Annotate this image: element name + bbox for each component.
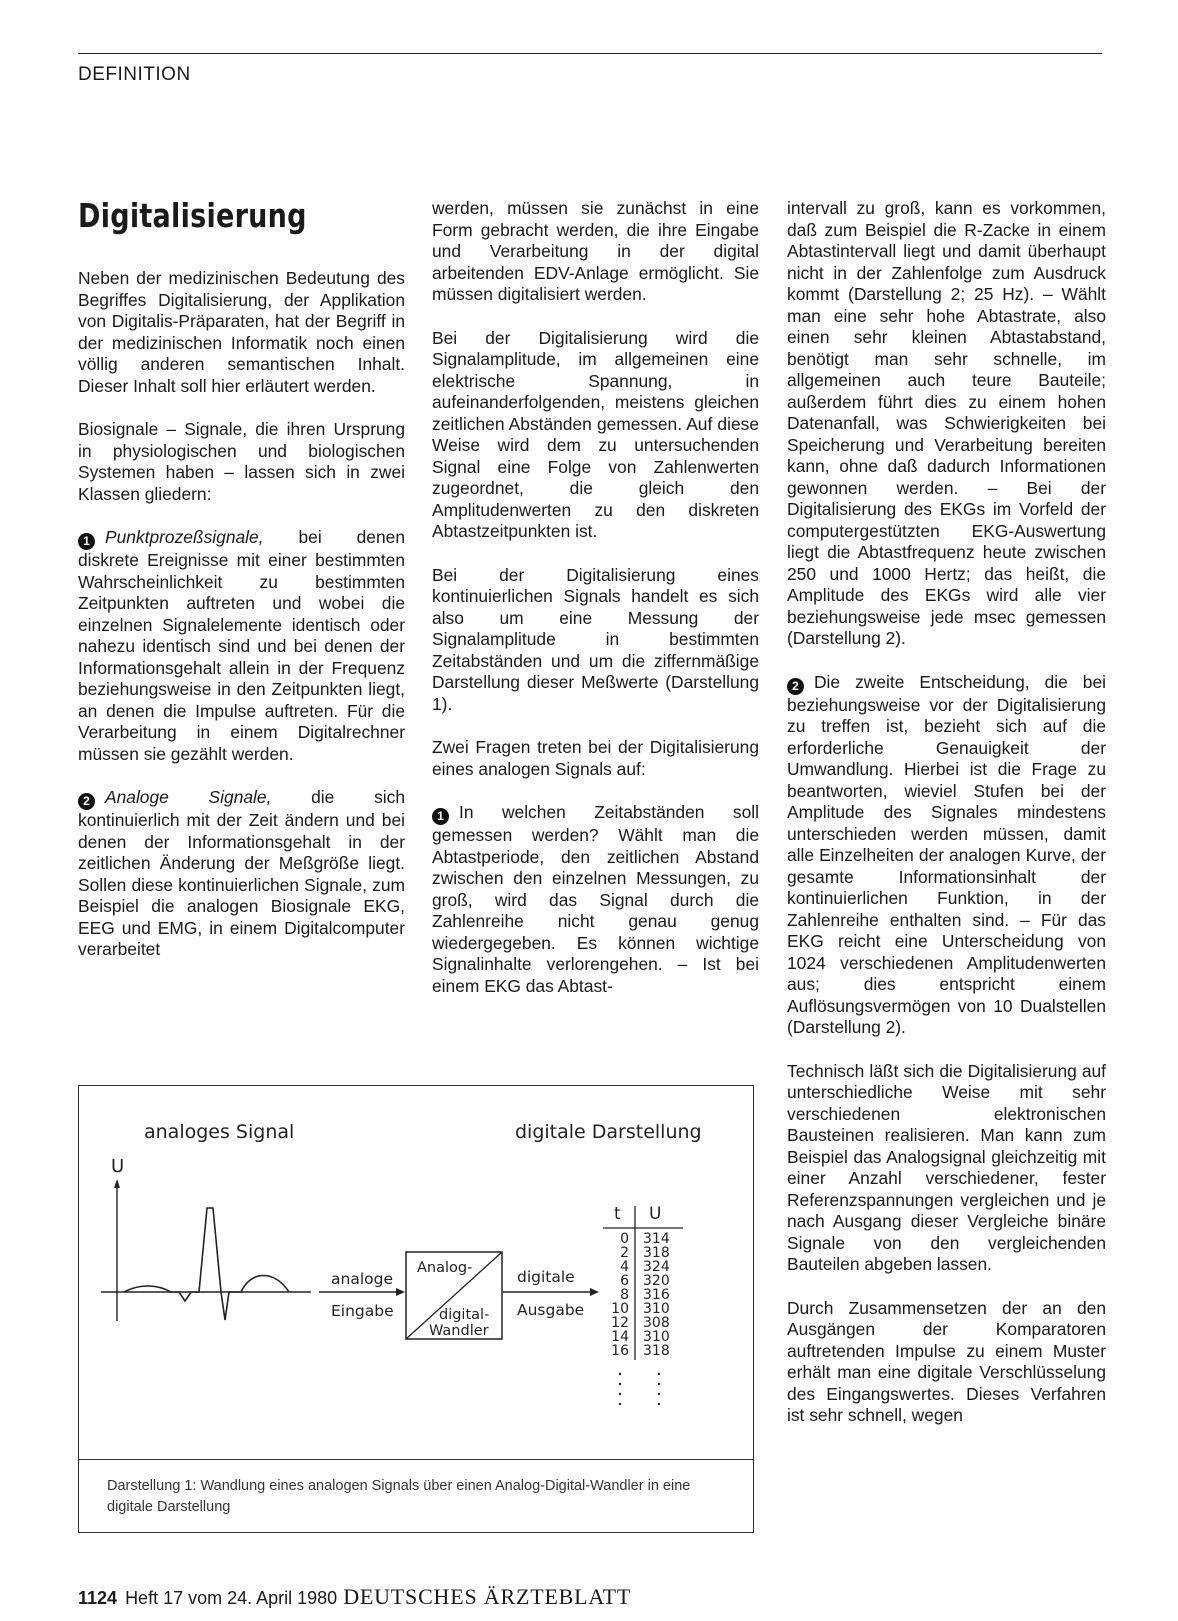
continuation-dot — [658, 1403, 660, 1405]
value-table — [611, 1231, 670, 1359]
continuation-dot — [619, 1403, 621, 1405]
section-label: DEFINITION — [78, 64, 191, 85]
column-3 — [787, 198, 1106, 1449]
figure-diagram — [79, 1086, 755, 1534]
input-arrow-head-icon — [396, 1288, 405, 1296]
paragraph: Biosignale – Signale, die ihren Ursprung in physiologischen und biologischen Systemen haben – lassen sich in zwei Klassen gliedern: — [78, 419, 405, 504]
continuation-dot — [619, 1373, 621, 1375]
output-arrow-head-icon — [590, 1288, 599, 1296]
paragraph: intervall zu groß, kann es vorkommen, daß zum Beispiel die R-Zacke in einem Abtastintervall liegt und damit überhaupt nicht in der Zahlenfolge zum Ausdruck kommt (Darstellung 2; 25 Hz). – Wählt man eine sehr hohe Abtastrate, also einen sehr kleinen Abtastabstand, benötigt man sehr schnelle, im allgemeinen auch teure Bauteile; außerdem führt dies zu einem hohen Datenanfall, was Schwierigkeiten bei Speicherung und Verarbeitung bereiten kann, ohne daß dadurch Informationen gewonnen werden. – Bei der Digitalisierung des EKGs im Vorfeld der computergestützten EKG-Auswertung liegt die Abtastfrequenz heute zwischen 250 und 1000 Hertz; das heißt, die Amplitude des EKGs wird alle vier beziehungsweise jede msec gemessen (Darstellung 2). — [787, 198, 1106, 648]
converter-label-bottom-2: Wandler — [429, 1323, 489, 1339]
paragraph-text: bei denen diskrete Ereignisse mit einer bestimmten Wahrscheinlichkeit zu bestimmten Zeitpunkten auftreten und wobei die einzelnen Signalelemente identisch oder nahezu identisch sind und bei denen der Informationsgehalt allein in der Frequenz beziehungsweise in den Zeitpunkten liegt, an denen die Impulse auftreten. Für die Verarbeitung in einem Digitalrechner müssen sie gezählt werden. — [78, 527, 405, 764]
output-label-top: digitale — [517, 1268, 575, 1286]
column-2 — [432, 198, 759, 1019]
converter-label-bottom-1: digital- — [439, 1307, 490, 1323]
paragraph — [78, 787, 405, 961]
table-cell-u: 316 — [643, 1287, 670, 1303]
table-cell-u: 318 — [643, 1343, 670, 1359]
paragraph-text: die sich kontinuierlich mit der Zeit ändern und bei denen der Informationsgehalt in der zeitlichen Änderung der Meßgröße liegt. Sollen diese kontinuierlichen Signale, zum Beispiel die analogen Biosignale EKG, EEG und EMG, in einem Digitalcomputer verarbeitet — [78, 787, 406, 959]
table-cell-t: 2 — [620, 1245, 629, 1261]
footer — [78, 1584, 631, 1610]
table-cell-u: 308 — [643, 1315, 670, 1331]
paragraph: Durch Zusammensetzen der an den Ausgängen der Komparatoren auftretenden Impulse zu einem Muster erhält man eine digitale Verschlüsselung des Eingangswertes. Dieses Verfahren ist sehr schnell, wegen — [787, 1297, 1106, 1425]
label-digital-representation: digitale Darstellung — [515, 1121, 702, 1143]
number-2-icon: 2 — [78, 793, 95, 810]
paragraph: Bei der Digitalisierung wird die Signalamplitude, im allgemeinen eine elektrische Spannung, in aufeinanderfolgenden, meistens gleichen zeitlichen Abständen gemessen. Auf diese Weise wird dem zu untersuchenden Signal eine Folge von Zahlenwerten zugeordnet, die gleich den Amplitudenwerten zu den diskreten Abtastzeitpunkten ist. — [432, 327, 759, 541]
input-label-top: analoge — [331, 1270, 393, 1288]
figure-1 — [78, 1085, 754, 1533]
table-cell-t: 4 — [620, 1259, 629, 1275]
paragraph-text: Die zweite Entscheidung, die bei beziehungsweise vor der Digitalisierung zu treffen ist, bezieht sich auf die erforderliche Genauigkeit der Umwandlung. Hierbei ist die Frage zu beantworten, wieviel Stufen bei der Amplitude des Signales mindestens unterschieden werden müssen, damit alle Einzelheiten der analogen Kurve, der gesamte Informationsinhalt der kontinuierlichen Funktion, in der Zahlenreihe enthalten sind. – Für das EKG reicht eine Unterscheidung von 1024 verschiedenen Amplitudenwerten aus; dies entspricht einem Auflösungsvermögen von 10 Dualstellen (Darstellung 2). — [787, 671, 1106, 1037]
magazine-title: DEUTSCHES ÄRZTEBLATT — [343, 1584, 632, 1609]
paragraph: werden, müssen sie zunächst in eine Form gebracht werden, die ihre Eingabe und Verarbeitung in der digital arbeitenden EDV-Anlage ermöglicht. Sie müssen digitalisiert werden. — [432, 198, 759, 304]
table-cell-t: 8 — [620, 1287, 629, 1303]
number-2-icon: 2 — [787, 678, 804, 695]
column-u-header: U — [649, 1204, 662, 1224]
term: Analoge Signale, — [105, 787, 272, 807]
continuation-dots — [619, 1373, 660, 1405]
paragraph — [78, 527, 405, 765]
table-cell-u: 310 — [643, 1329, 670, 1345]
table-cell-t: 0 — [620, 1231, 629, 1247]
caption-rule — [79, 1459, 753, 1460]
table-cell-t: 6 — [620, 1273, 629, 1289]
table-cell-u: 318 — [643, 1245, 670, 1261]
converter-label-top: Analog- — [417, 1260, 473, 1276]
header-rule — [78, 53, 1102, 54]
label-analog-signal: analoges Signal — [144, 1121, 295, 1143]
paragraph: Bei der Digitalisierung eines kontinuierlichen Signals handelt es sich also um eine Messung der Signalamplitude in bestimmten Zeitabständen und um die ziffernmäßige Darstellung dieser Meßwerte (Darstellung 1). — [432, 564, 759, 714]
input-label-bottom: Eingabe — [331, 1302, 394, 1320]
issue-info: Heft 17 vom 24. April 1980 — [125, 1588, 338, 1608]
number-1-icon: 1 — [78, 533, 95, 550]
term: Punktprozeßsignale, — [105, 527, 264, 547]
paragraph: Zwei Fragen treten bei der Digitalisierung eines analogen Signals auf: — [432, 737, 759, 779]
article-title: Digitalisierung — [78, 196, 307, 235]
paragraph: Technisch läßt sich die Digitalisierung auf unterschiedliche Weise mit sehr verschiedenen elektronischen Bausteinen realisieren. Man kann zum Beispiel das Analogsignal gleichzeitig mit einer Anzahl verschiedener, fester Referenzspannungen vergleichen und je nach Ausgang dieser Vergleiche binäre Signale von den vergleichenden Bauteilen abgeben lassen. — [787, 1060, 1106, 1274]
paragraph — [432, 802, 759, 997]
analog-signal-curve — [124, 1208, 289, 1320]
table-cell-t: 14 — [611, 1329, 629, 1345]
continuation-dot — [658, 1393, 660, 1395]
continuation-dot — [619, 1393, 621, 1395]
table-cell-t: 16 — [611, 1343, 629, 1359]
paragraph: Neben der medizinischen Bedeutung des Begriffes Digitalisierung, der Applikation von Digitalis-Präparaten, hat der Begriff in der medizinischen Informatik noch einen völlig anderen semantischen Inhalt. Dieser Inhalt soll hier erläutert werden. — [78, 268, 405, 396]
output-label-bottom: Ausgabe — [517, 1301, 585, 1319]
table-cell-u: 310 — [643, 1301, 670, 1317]
column-t-header: t — [614, 1204, 621, 1224]
table-cell-u: 324 — [643, 1259, 670, 1275]
column-1 — [78, 268, 405, 983]
figure-caption: Darstellung 1: Wandlung eines analogen Signals über einen Analog-Digital-Wandler in eine digitale Darstellung — [107, 1478, 691, 1515]
table-cell-t: 12 — [611, 1315, 629, 1331]
paragraph — [787, 672, 1106, 1039]
y-axis-arrow-icon — [114, 1179, 120, 1188]
number-1-icon: 1 — [432, 808, 449, 825]
continuation-dot — [658, 1383, 660, 1385]
table-cell-u: 314 — [643, 1231, 670, 1247]
table-cell-t: 10 — [611, 1301, 629, 1317]
axis-u-label: U — [111, 1156, 125, 1177]
paragraph-text: In welchen Zeitabständen soll gemessen werden? Wählt man die Abtastperiode, den zeitlichen Abstand zwischen den einzelnen Messungen, zu groß, wird das Signal durch die Zahlenreihe nicht genau genug wiedergegeben. Es können wichtige Signalinhalte verlorengehen. – Ist bei einem EKG das Abtast- — [432, 802, 759, 996]
table-cell-u: 320 — [643, 1273, 670, 1289]
continuation-dot — [619, 1383, 621, 1385]
page-number: 1124 — [78, 1588, 118, 1608]
continuation-dot — [658, 1373, 660, 1375]
